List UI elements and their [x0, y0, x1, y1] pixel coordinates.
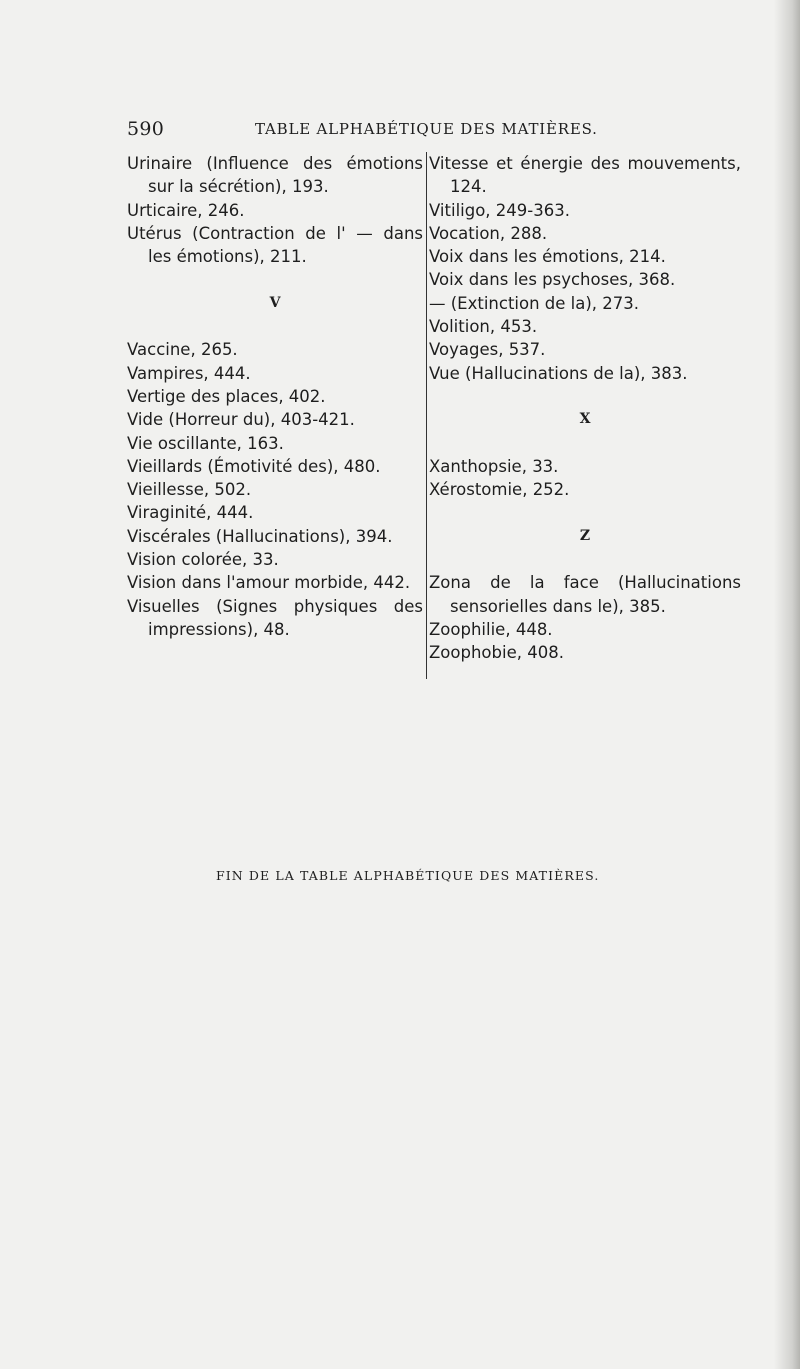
- index-entry: Xanthopsie, 33.: [429, 456, 559, 476]
- index-entry: Zona de la face (Hallucinations sensorielles dans le), 385.: [429, 573, 741, 616]
- index-entry: Voyages, 537.: [429, 340, 546, 360]
- index-entry: Vue (Hallucinations de la), 383.: [429, 363, 688, 383]
- section-spacer: [429, 501, 741, 524]
- index-entry: Vieillards (Émotivité des), 480.: [127, 456, 381, 476]
- index-entry: Vision colorée, 33.: [127, 550, 279, 570]
- index-entry: Zoophilie, 448.: [429, 619, 553, 639]
- section-spacer: [429, 548, 741, 571]
- index-entry: Viscérales (Hallucinations), 394.: [127, 526, 393, 546]
- index-entry: Vaccine, 265.: [127, 340, 238, 360]
- index-entry: Urticaire, 246.: [127, 200, 245, 220]
- index-entry: Voix dans les psychoses, 368.: [429, 270, 676, 290]
- index-entry: Zoophobie, 408.: [429, 643, 564, 663]
- section-letter-z: Z: [579, 527, 591, 544]
- index-entry: Vieillesse, 502.: [127, 480, 252, 500]
- index-entry: Utérus (Contraction de l' — dans les émotions), 211.: [127, 223, 423, 267]
- index-column-right: [429, 152, 741, 665]
- section-letter-x: X: [579, 411, 591, 428]
- page-number: 590: [127, 118, 165, 140]
- index-entry: Volition, 453.: [429, 317, 538, 337]
- index-entry: Xérostomie, 252.: [429, 480, 570, 500]
- index-column-left: [127, 152, 423, 641]
- index-entry: Vampires, 444.: [127, 363, 251, 383]
- page-header: [127, 118, 727, 142]
- column-divider: [426, 152, 427, 679]
- section-spacer: [127, 315, 423, 338]
- index-entry: Viraginité, 444.: [127, 503, 254, 523]
- section-spacer: [429, 432, 741, 455]
- index-entry: Visuelles (Signes physiques des impressions), 48.: [127, 596, 423, 639]
- index-entry: Vie oscillante, 163.: [127, 433, 284, 453]
- page-edge-shadow: [774, 0, 800, 1369]
- index-entry: Vertige des places, 402.: [127, 386, 326, 406]
- index-entry: Vision dans l'amour morbide, 442.: [127, 573, 411, 593]
- index-entry: Urinaire (Influence des émotions sur la sécrétion), 193.: [127, 154, 423, 197]
- index-entry: — (Extinction de la), 273.: [429, 293, 640, 313]
- running-title: TABLE ALPHABÉTIQUE DES MATIÈRES.: [255, 120, 598, 138]
- section-letter-v: V: [269, 294, 281, 311]
- index-entry: Vocation, 288.: [429, 223, 548, 243]
- section-spacer: [127, 268, 423, 291]
- index-entry: Voix dans les émotions, 214.: [429, 247, 666, 267]
- index-entry: Vide (Horreur du), 403-421.: [127, 410, 355, 430]
- end-of-index-note: FIN DE LA TABLE ALPHABÉTIQUE DES MATIÈRES.: [216, 868, 600, 883]
- section-spacer: [429, 385, 741, 408]
- index-entry: Vitiligo, 249-363.: [429, 200, 570, 220]
- index-entry: Vitesse et énergie des mouvements, 124.: [429, 154, 741, 197]
